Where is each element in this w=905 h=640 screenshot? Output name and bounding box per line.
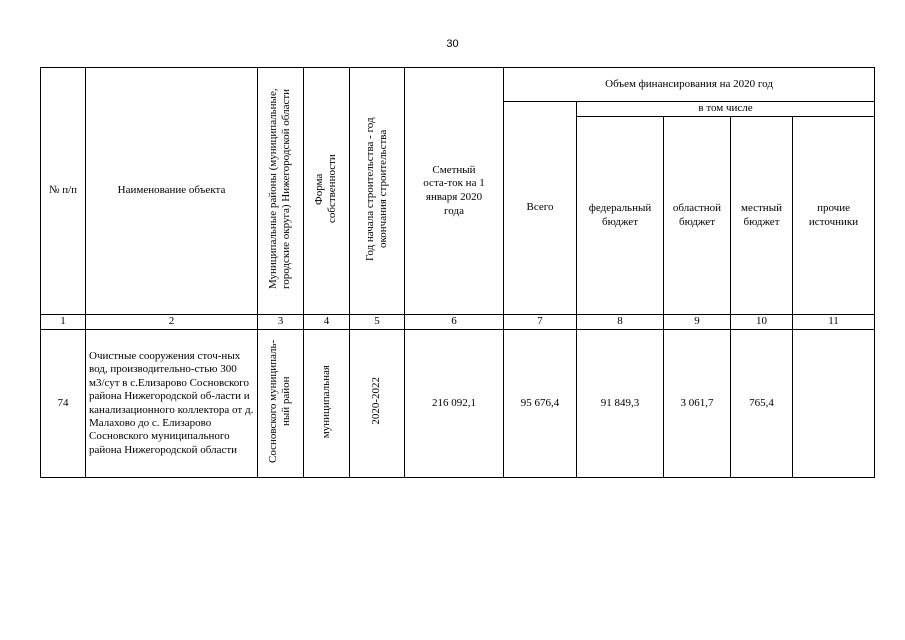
row-local: 765,4 xyxy=(731,330,793,478)
row-district-cell xyxy=(258,330,304,478)
header-total: Всего xyxy=(504,102,577,315)
header-local: местный бюджет xyxy=(741,201,782,228)
row-district: Сосновского муниципаль-ный район xyxy=(267,339,293,463)
header-regional: областной бюджет xyxy=(672,201,722,228)
header-funding: Объем финансирования на 2020 год xyxy=(504,68,875,102)
row-ownership-cell xyxy=(304,330,350,478)
column-number: 3 xyxy=(258,315,304,330)
column-number: 11 xyxy=(793,315,875,330)
row-regional: 3 061,7 xyxy=(664,330,731,478)
page-number: 30 xyxy=(446,38,459,50)
column-number: 4 xyxy=(304,315,350,330)
column-number-row xyxy=(41,315,875,330)
row-years: 2020-2022 xyxy=(370,377,383,425)
row-years-cell xyxy=(350,330,405,478)
column-number: 10 xyxy=(731,315,793,330)
header-ownership-cell xyxy=(304,68,350,315)
header-name: Наименование объекта xyxy=(86,68,258,315)
header-other: прочие источники xyxy=(808,201,859,228)
column-number: 6 xyxy=(405,315,504,330)
header-federal: федеральный бюджет xyxy=(588,201,652,228)
header-district-cell xyxy=(258,68,304,315)
header-years-cell xyxy=(350,68,405,315)
header-federal-cell xyxy=(577,117,664,315)
column-number: 8 xyxy=(577,315,664,330)
header-including: в том числе xyxy=(577,102,875,117)
row-other xyxy=(793,330,875,478)
row-balance: 216 092,1 xyxy=(405,330,504,478)
header-row-1 xyxy=(41,68,875,102)
header-other-cell xyxy=(793,117,875,315)
header-years: Год начала строительства - год окончания строительства xyxy=(363,116,389,261)
header-regional-cell xyxy=(664,117,731,315)
row-total: 95 676,4 xyxy=(504,330,577,478)
row-ownership: муниципальная xyxy=(319,364,332,438)
column-number: 9 xyxy=(664,315,731,330)
header-num: № п/п xyxy=(41,68,86,315)
table-row xyxy=(41,330,875,478)
row-num: 74 xyxy=(41,330,86,478)
header-local-cell xyxy=(731,117,793,315)
row-federal: 91 849,3 xyxy=(577,330,664,478)
column-number: 7 xyxy=(504,315,577,330)
header-balance-cell xyxy=(405,68,504,315)
header-balance: Сметный оста-ток на 1 января 2020 года xyxy=(423,163,485,217)
row-name: Очистные сооружения сточ-ных вод, производительно-стью 300 м3/сут в с.Елизарово Сосновского района Нижегородской об-ласти и канализационного коллектора от д. Малахово до с. Елизарово Сосновского муниципального района Нижегородской области xyxy=(86,330,258,478)
header-ownership: Форма собственности xyxy=(313,154,339,224)
column-number: 1 xyxy=(41,315,86,330)
column-number: 2 xyxy=(86,315,258,330)
column-number: 5 xyxy=(350,315,405,330)
header-district: Муниципальные районы (муниципальные, городские округа) Нижегородской области xyxy=(267,88,293,289)
financing-table xyxy=(40,67,875,478)
